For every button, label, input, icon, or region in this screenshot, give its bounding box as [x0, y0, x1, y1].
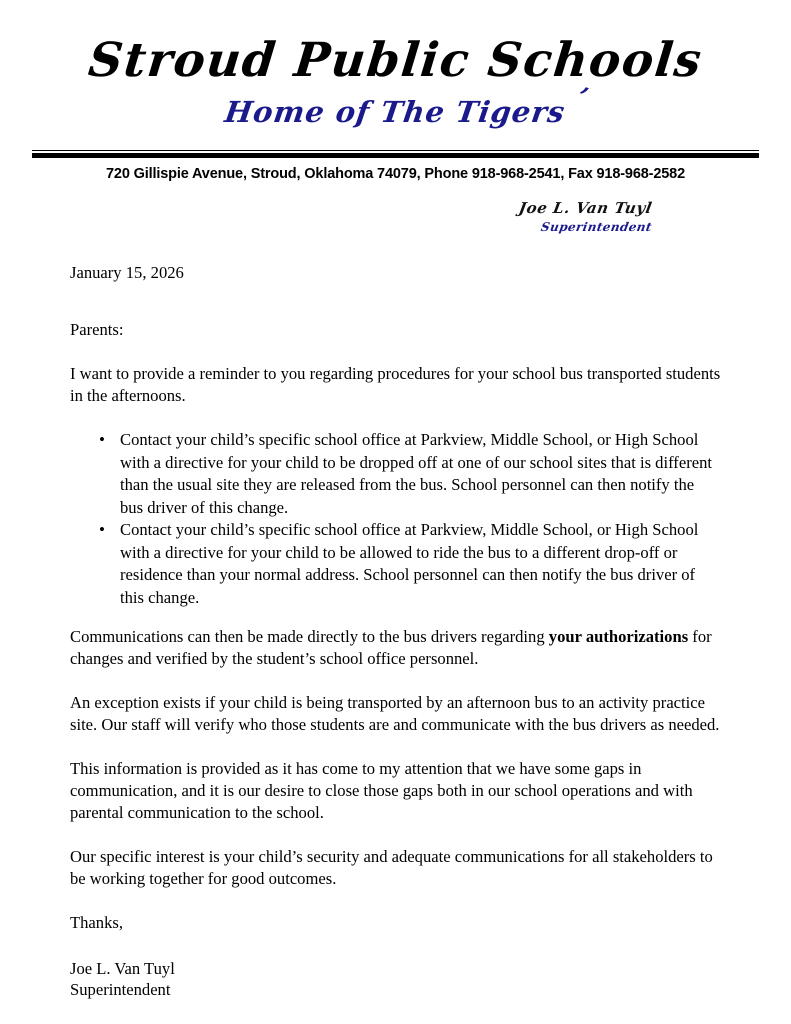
school-tagline-wordmark — [223, 82, 594, 130]
communications-text-before: Communications can then be made directly to the bus drivers regarding — [70, 626, 549, 646]
signature-row-name — [0, 200, 652, 218]
sign-off-name: Joe L. Van Tuyl — [70, 959, 175, 979]
procedures-bullet-list — [70, 429, 721, 610]
letter-salutation: Parents: — [70, 319, 124, 339]
communications-paragraph — [70, 626, 721, 670]
tagline-flourish-mark: ’ — [572, 82, 594, 114]
signature-script-name: Joe L. Van Tuyl — [517, 198, 654, 217]
intro-paragraph: I want to provide a reminder to you regarding procedures for your school bus transported students in the afternoons. — [70, 363, 721, 406]
communications-bold-phrase: your authorizations — [548, 626, 689, 646]
school-name-wordmark: Stroud Public Schools — [85, 33, 706, 88]
list-item: • Contact your child’s specific school office at Parkview, Middle School, or High School with a directive for your child to be dropped off at one of our school sites that is different than the usual site they are released from the bus. School personnel can then notify the bus driver of this change. — [70, 429, 721, 519]
signature-script-title: Superintendent — [540, 219, 654, 234]
divider-thick-rule — [32, 153, 759, 158]
divider-thin-rule — [32, 150, 759, 151]
letterhead-signature-block — [0, 200, 791, 236]
letter-body — [70, 262, 721, 1001]
address-contact-line: 720 Gillispie Avenue, Stroud, Oklahoma 74079, Phone 918-968-2541, Fax 918-968-2582 — [105, 165, 685, 182]
communications-text-after: for changes and verified by the student’s school office personnel. — [70, 626, 712, 668]
letter-closing: Thanks, — [70, 913, 123, 933]
letterhead — [0, 0, 791, 130]
interest-paragraph: Our specific interest is your child’s security and adequate communications for all stakeholders to be working together for good outcomes. — [70, 847, 713, 889]
exception-paragraph: An exception exists if your child is being transported by an afternoon bus to an activity practice site. Our staff will verify who those students are and communicate with the bus drivers as needed. — [70, 692, 720, 734]
letterhead-divider — [32, 150, 759, 158]
tagline-text: Home of The Tigers — [223, 95, 568, 130]
sign-off-title: Superintendent — [70, 980, 171, 1000]
list-item: • Contact your child’s specific school office at Parkview, Middle School, or High School with a directive for your child to be allowed to ride the bus to a different drop-off or residence than your normal address. School personnel can then notify the bus driver of this change. — [70, 519, 721, 609]
gaps-paragraph: This information is provided as it has come to my attention that we have some gaps in communication, and it is our desire to close those gaps both in our school operations and with parental communication to the school. — [70, 758, 693, 822]
signature-row-title — [0, 218, 652, 236]
letter-date: January 15, 2026 — [70, 262, 184, 282]
